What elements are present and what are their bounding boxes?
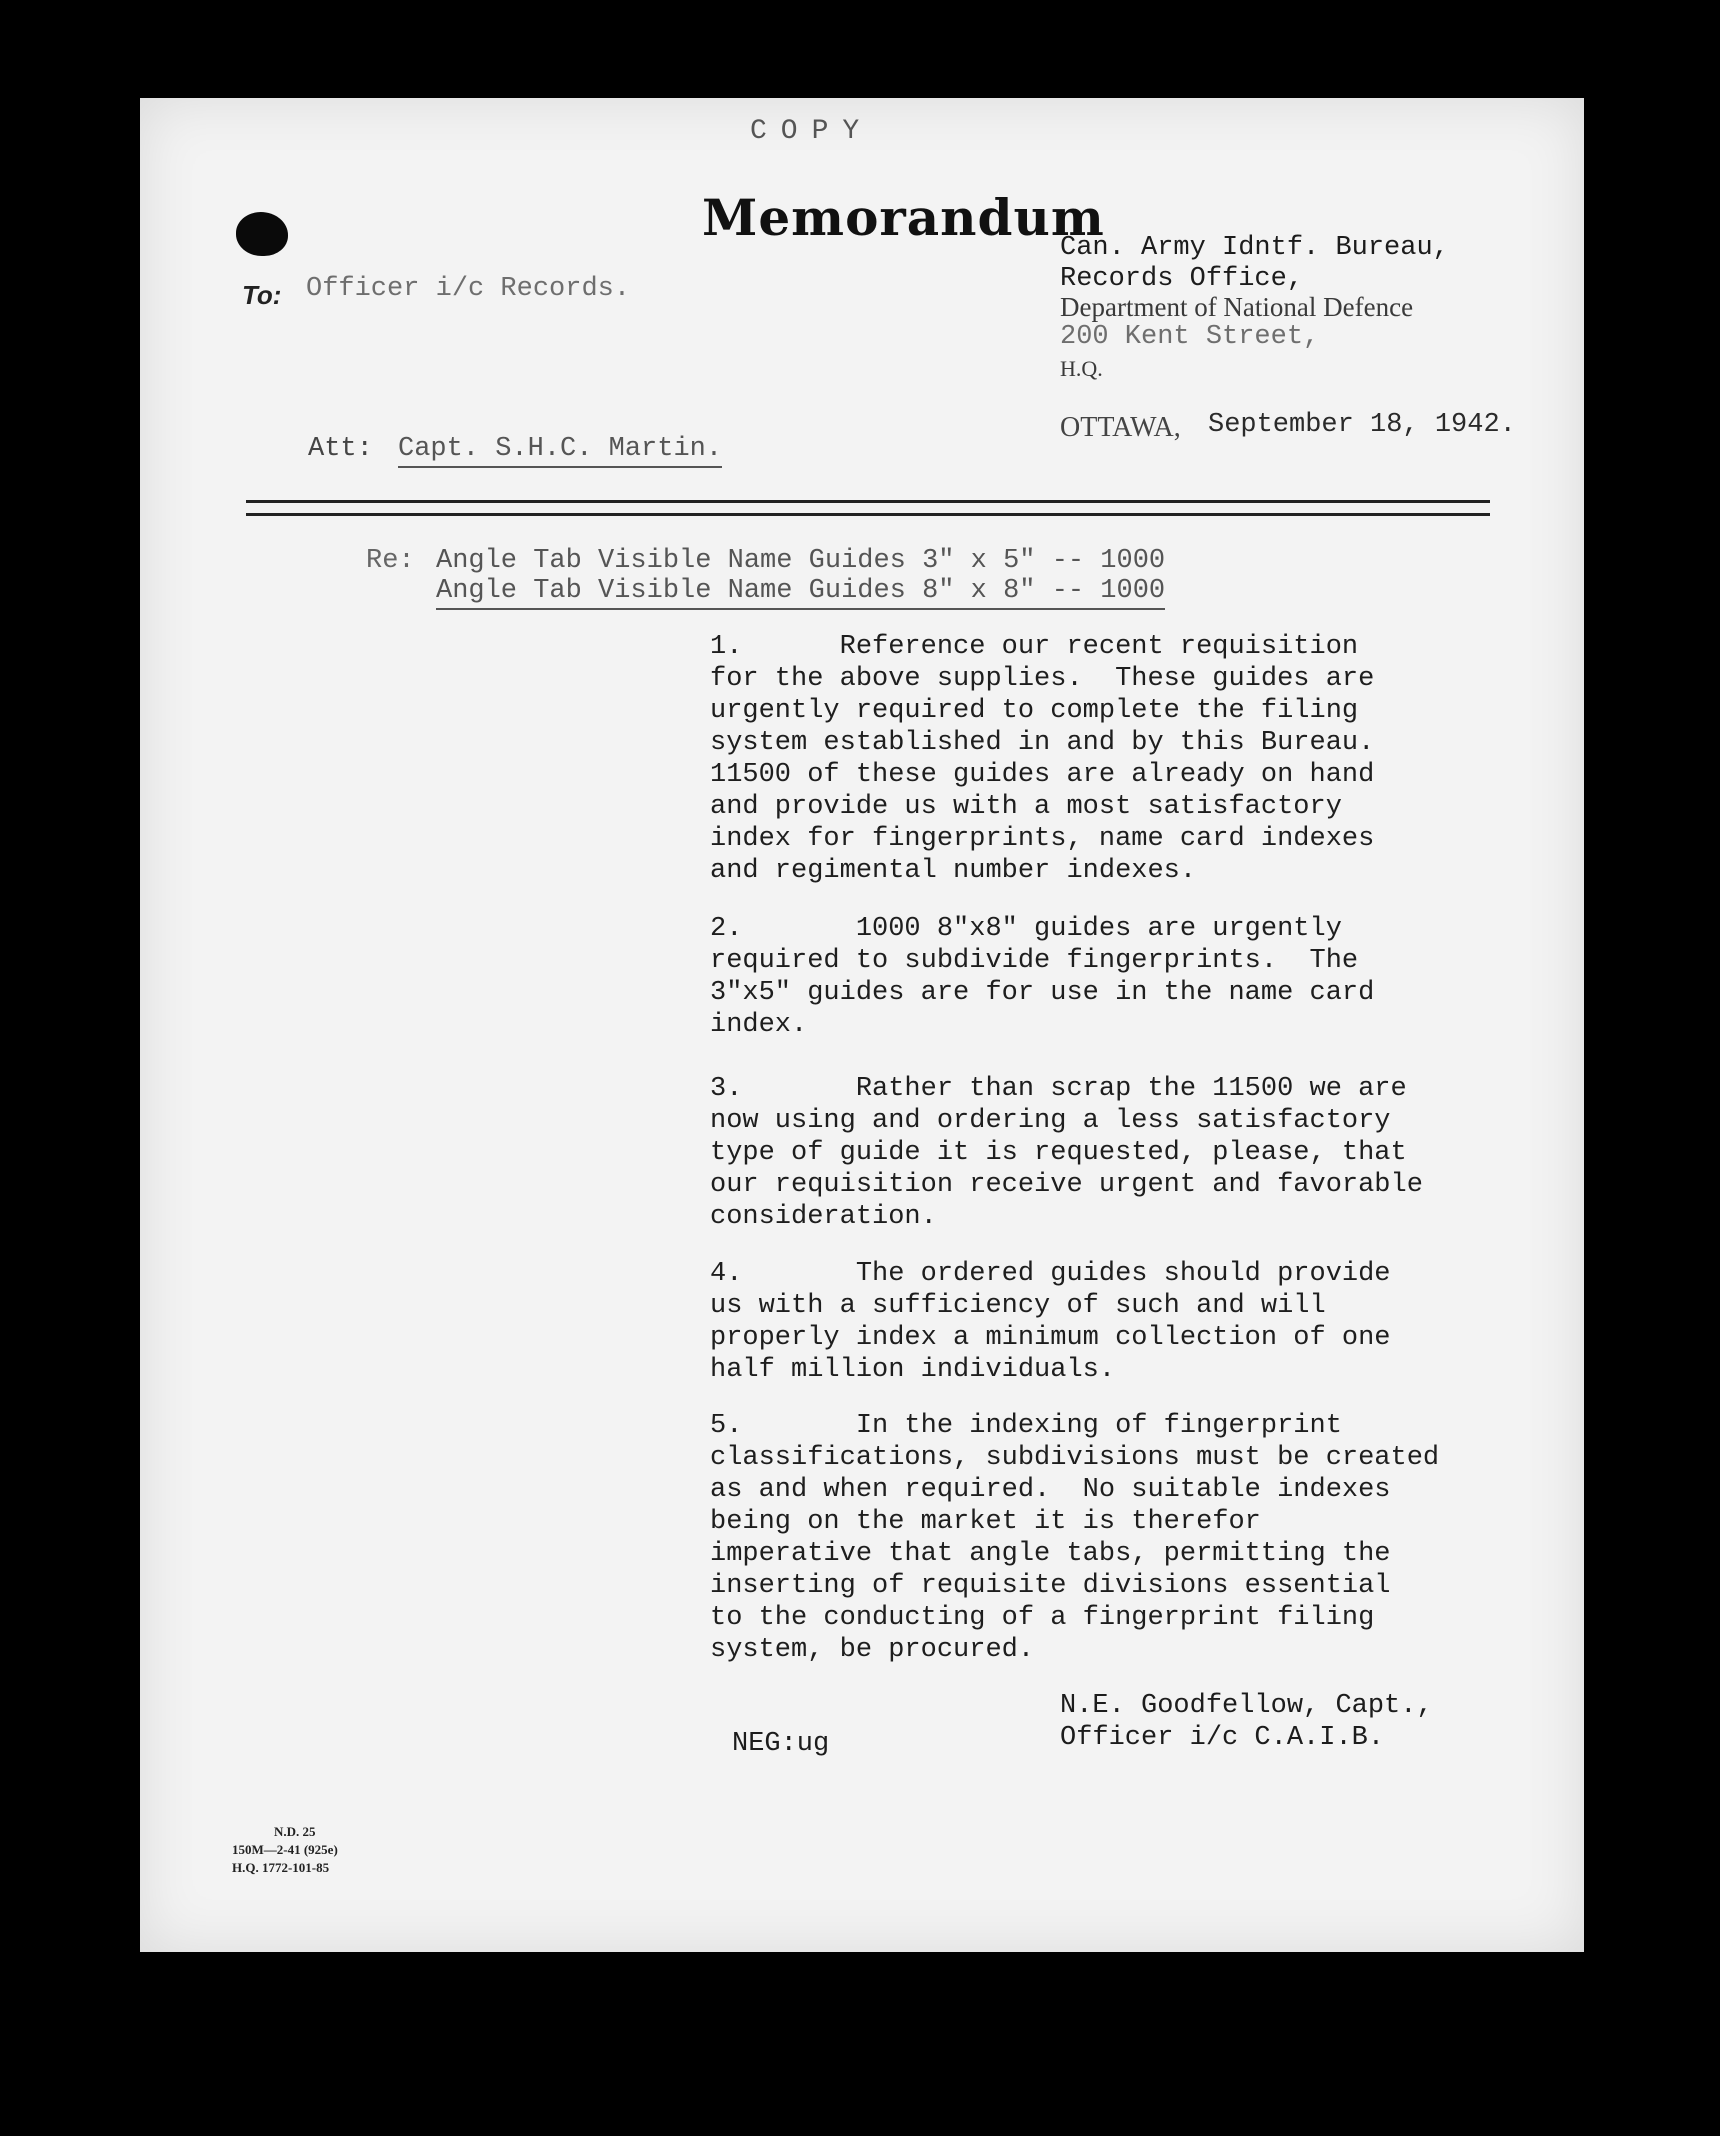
copy-mark: COPY [750, 116, 874, 147]
address-line: Can. Army Idntf. Bureau, [1060, 233, 1449, 263]
att-label: Att: [308, 434, 373, 464]
signature-name: N.E. Goodfellow, Capt., [1060, 1691, 1433, 1721]
memo-sheet [140, 98, 1584, 1952]
typist-initials: NEG:ug [732, 1729, 830, 1759]
form-file-code: H.Q. 1772-101-85 [232, 1860, 330, 1875]
paragraph-1: 1. Reference our recent requisition for the above supplies. These guides are urgently required to complete the filing system established in and by this Bureau. 11500 of these guides are already on hand and provide us with a most satisfactory index for fingerprints, name card indexes and regimental number indexes. [710, 632, 1375, 886]
to-label: To: [242, 280, 282, 310]
header-divider [246, 500, 1490, 516]
address-line: Department of National Defence [1060, 292, 1414, 322]
memo-date: September 18, 1942. [1208, 410, 1516, 440]
memo-title: Memorandum [702, 188, 1105, 247]
signature-title: Officer i/c C.A.I.B. [1060, 1723, 1385, 1753]
city-label: OTTAWA, [1060, 412, 1181, 443]
address-line: Records Office, [1060, 264, 1304, 294]
re-label: Re: [366, 546, 415, 576]
subject-line: Angle Tab Visible Name Guides 3" x 5" -- 1000 [436, 546, 1166, 576]
subject-line: Angle Tab Visible Name Guides 8" x 8" -- 1000 [436, 578, 1165, 610]
paragraph-5: 5. In the indexing of fingerprint classifications, subdivisions must be created as and when required. No suitable indexes being on the market it is therefor imperative that angle tabs, permitting the inserting of requisite divisions essential to the conducting of a fingerprint filing system, be procured. [710, 1411, 1440, 1665]
form-print-code: 150M—2-41 (925e) [232, 1842, 338, 1857]
att-recipient: Capt. S.H.C. Martin. [398, 436, 722, 468]
paragraph-4: 4. The ordered guides should provide us with a sufficiency of such and will properly index a minimum collection of one half million individuals. [710, 1259, 1391, 1385]
paragraph-3: 3. Rather than scrap the 11500 we are now using and ordering a less satisfactory type of guide it is requested, please, that our requisition receive urgent and favorable consideration. [710, 1074, 1423, 1232]
address-line: H.Q. [1060, 356, 1103, 381]
to-recipient: Officer i/c Records. [306, 274, 631, 304]
paragraph-2: 2. 1000 8"x8" guides are urgently required to subdivide fingerprints. The 3"x5" guides are for use in the name card index. [710, 914, 1375, 1040]
form-number: N.D. 25 [274, 1824, 316, 1839]
address-line: 200 Kent Street, [1060, 322, 1320, 352]
punch-hole [236, 212, 288, 256]
